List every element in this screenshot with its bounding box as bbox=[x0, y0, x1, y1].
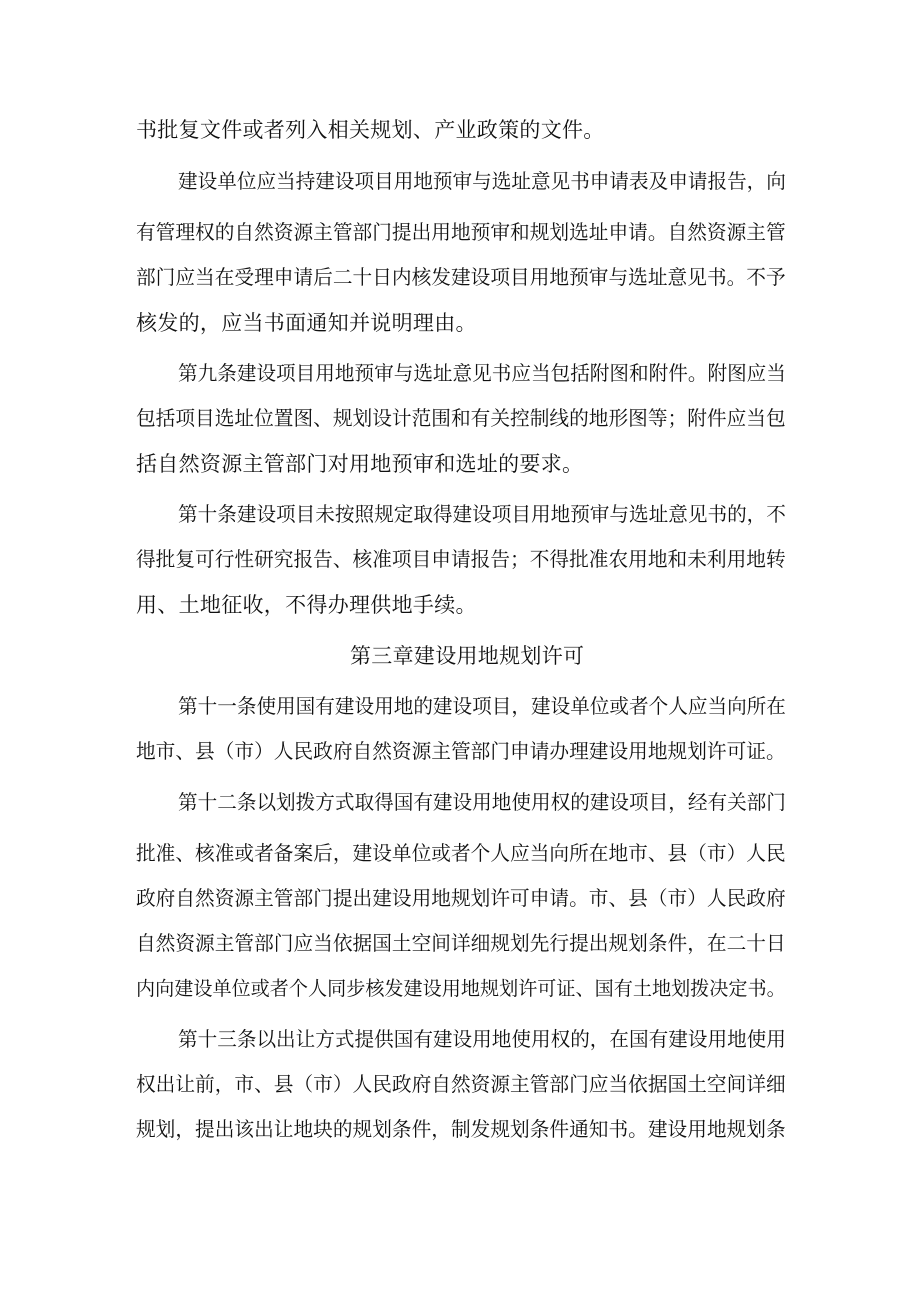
text-line: 自然资源主管部门应当依据国土空间详细规划先行提出规划条件，在二十日 bbox=[136, 932, 786, 955]
text-line: 规划，提出该出让地块的规划条件，制发规划条件通知书。建设用地规划条 bbox=[136, 1118, 786, 1141]
paragraph-first-line: 第十二条以划拨方式取得国有建设用地使用权的建设项目，经有关部门 bbox=[178, 791, 786, 814]
paragraph-first-line: 第十一条使用国有建设用地的建设项目，建设单位或者个人应当向所在 bbox=[178, 695, 786, 718]
paragraph-first-line: 第十三条以出让方式提供国有建设用地使用权的，在国有建设用地使用 bbox=[178, 1028, 786, 1051]
text-line: 用、土地征收，不得办理供地手续。 bbox=[136, 593, 477, 617]
text-line: 核发的，应当书面通知并说明理由。 bbox=[136, 311, 477, 335]
text-line: 有管理权的自然资源主管部门提出用地预审和规划选址申请。自然资源主管 bbox=[136, 221, 786, 244]
text-line: 书批复文件或者列入相关规划、产业政策的文件。 bbox=[136, 118, 605, 142]
text-line: 得批复可行性研究报告、核准项目申请报告；不得批准农用地和未利用地转 bbox=[136, 548, 786, 571]
text-line: 地市、县（市）人民政府自然资源主管部门申请办理建设用地规划许可证。 bbox=[136, 740, 786, 763]
text-line: 内向建设单位或者个人同步核发建设用地规划许可证、国有土地划拨决定书。 bbox=[136, 977, 786, 1000]
paragraph-first-line: 第十条建设项目未按照规定取得建设项目用地预审与选址意见书的，不 bbox=[178, 503, 786, 526]
text-line: 权出让前，市、县（市）人民政府自然资源主管部门应当依据国土空间详细 bbox=[136, 1073, 786, 1096]
chapter-heading: 第三章建设用地规划许可 bbox=[350, 644, 585, 668]
text-line: 包括项目选址位置图、规划设计范围和有关控制线的地形图等；附件应当包 bbox=[136, 407, 786, 430]
text-line: 部门应当在受理申请后二十日内核发建设项目用地预审与选址意见书。不予 bbox=[136, 266, 786, 289]
text-line: 批准、核准或者备案后，建设单位或者个人应当向所在地市、县（市）人民 bbox=[136, 842, 786, 865]
text-line: 政府自然资源主管部门提出建设用地规划许可申请。市、县（市）人民政府 bbox=[136, 887, 786, 910]
paragraph-first-line: 建设单位应当持建设项目用地预审与选址意见书申请表及申请报告，向 bbox=[178, 170, 786, 193]
paragraph-first-line: 第九条建设项目用地预审与选址意见书应当包括附图和附件。附图应当 bbox=[178, 362, 786, 385]
text-line: 括自然资源主管部门对用地预审和选址的要求。 bbox=[136, 452, 584, 476]
